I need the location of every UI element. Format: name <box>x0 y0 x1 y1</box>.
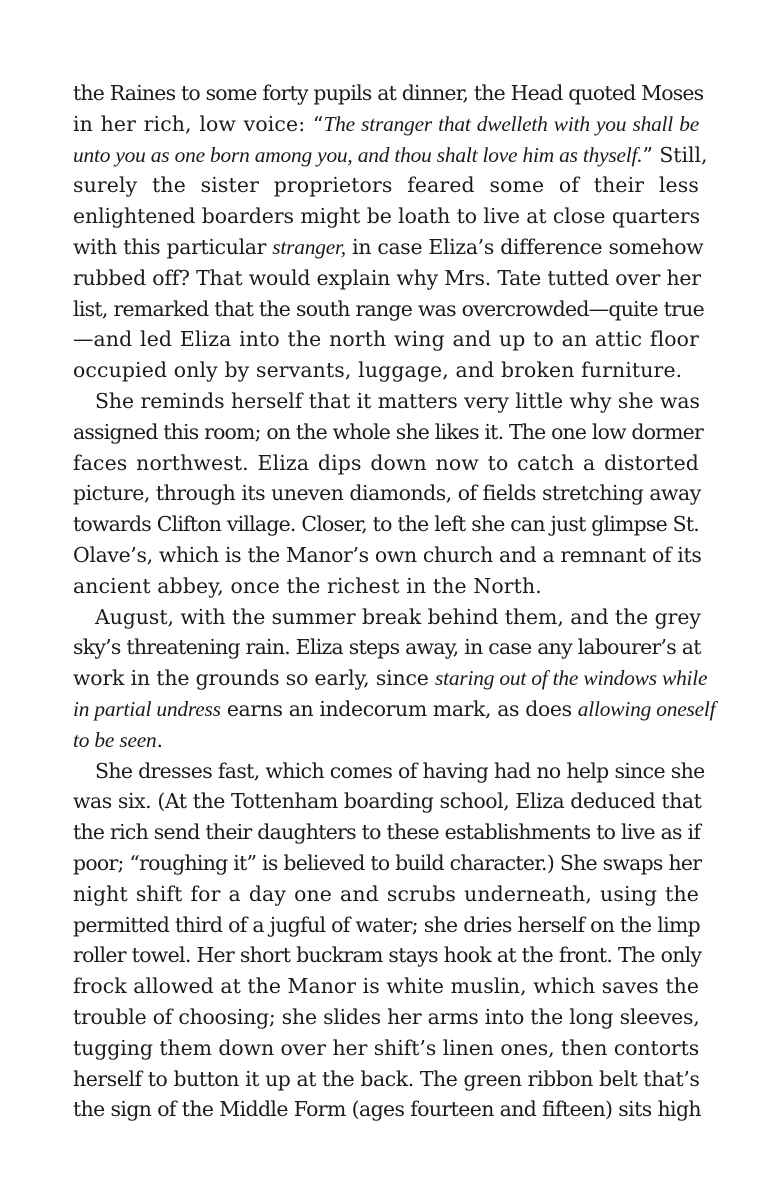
text-run: the Raines to some forty pupils at dinner, the Head quoted Moses <box>73 81 704 105</box>
text-run: poor; “roughing it” is believed to build character.) She swaps her <box>73 850 702 875</box>
paragraph <box>73 78 708 386</box>
text-line <box>73 540 702 571</box>
text-run: herself to button it up at the back. The green ribbon belt that’s <box>73 1066 700 1091</box>
text-line <box>73 1094 699 1125</box>
text-run: in case Eliza’s difference somehow <box>345 234 704 259</box>
text-run: work in the grounds so early, since <box>73 666 436 691</box>
text-line <box>73 602 699 633</box>
text-line <box>73 817 699 848</box>
text-line <box>73 294 704 325</box>
text-line <box>73 386 699 417</box>
text-run: night shift for a day one and scrubs underneath, using the <box>73 881 699 906</box>
text-run: tugging them down over her shift’s linen ones, then contorts <box>73 1035 700 1060</box>
text-run: frock allowed at the Manor is white muslin, which saves the <box>73 974 699 999</box>
text-run: roller towel. Her short buckram stays hook at the front. The only <box>73 943 702 968</box>
text-run: the sign of the Middle Form (ages fourteen and fifteen) sits high <box>73 1097 701 1122</box>
italic-text: allowing oneself <box>577 696 716 721</box>
text-run: earns an indecorum mark, as does <box>220 696 578 721</box>
text-line <box>73 232 704 263</box>
text-run: permitted third of a jugful of water; she dries herself on the limp <box>73 912 700 937</box>
text-run: ancient abbey, once the richest in the North. <box>73 573 542 598</box>
text-line <box>73 694 716 725</box>
text-line <box>73 509 699 540</box>
paragraph <box>73 602 716 756</box>
text-line <box>73 571 699 602</box>
text-run: rubbed off? That would explain why Mrs. Tate tutted over her <box>73 265 701 290</box>
italic-text: unto you as one born among you, and thou shalt love him as thyself. <box>73 142 643 167</box>
text-run: in her rich, low voice: “ <box>73 111 324 136</box>
italic-text: stranger, <box>272 234 346 259</box>
text-line <box>73 109 699 140</box>
text-line <box>73 1033 699 1064</box>
text-line <box>73 417 703 448</box>
text-run: occupied only by servants, luggage, and broken furniture. <box>73 358 683 383</box>
text-line <box>73 448 699 479</box>
text-run: sky’s threatening rain. Eliza steps away, in case any labourer’s at <box>73 635 701 660</box>
text-run: enlightened boarders might be loath to live at close quarters <box>73 204 700 229</box>
text-line <box>73 355 699 386</box>
paragraph <box>73 756 705 1126</box>
text-run: —and led Eliza into the north wing and up to an attic floor <box>73 327 699 352</box>
italic-text: to be seen <box>73 727 157 752</box>
italic-text: The stranger that dwelleth with you shall be <box>323 111 699 136</box>
text-line <box>73 940 702 971</box>
text-line <box>73 324 699 355</box>
text-run: towards Clifton village. Closer, to the left she can just glimpse St. <box>73 512 699 537</box>
text-line <box>73 170 699 201</box>
text-line <box>73 725 699 756</box>
text-run: the rich send their daughters to these establishments to live as if <box>73 820 701 845</box>
text-run: Olave’s, which is the Manor’s own church and a remnant of its <box>73 542 702 567</box>
text-run: picture, through its uneven diamonds, of fields stretching away <box>73 481 701 506</box>
text-run: with this particular <box>73 234 273 259</box>
text-run: surely the sister proprietors feared some of their less <box>73 173 699 198</box>
text-line <box>73 879 699 910</box>
text-run: trouble of choosing; she slides her arms into the long sleeves, <box>73 1004 700 1029</box>
text-run: August, with the summer break behind them, and the grey <box>95 604 701 629</box>
text-line <box>73 632 699 663</box>
text-line <box>73 756 705 787</box>
text-line <box>73 848 702 879</box>
text-line <box>73 78 704 109</box>
text-line <box>73 263 699 294</box>
paragraph <box>73 386 703 602</box>
text-run: She dresses fast, which comes of having had no help since she <box>95 758 705 783</box>
text-line <box>73 478 699 509</box>
text-run: She reminds herself that it matters very little why she was <box>95 388 700 413</box>
text-line <box>73 971 699 1002</box>
text-line <box>73 201 699 232</box>
text-run: was six. (At the Tottenham boarding school, Eliza deduced that <box>73 789 702 814</box>
text-run: list, remarked that the south range was overcrowded—quite true <box>73 296 704 321</box>
text-line <box>73 1002 699 1033</box>
italic-text: in partial undress <box>73 696 221 721</box>
text-line <box>73 1064 699 1095</box>
text-run: ” Still, <box>642 142 708 167</box>
text-run: . <box>156 727 164 752</box>
text-line <box>73 140 708 171</box>
text-run: assigned this room; on the whole she likes it. The one low dormer <box>73 419 703 444</box>
text-line <box>73 910 699 941</box>
text-line <box>73 663 708 694</box>
italic-text: staring out of the windows while <box>435 666 708 691</box>
text-run: faces northwest. Eliza dips down now to catch a distorted <box>73 450 699 475</box>
text-line <box>73 786 702 817</box>
